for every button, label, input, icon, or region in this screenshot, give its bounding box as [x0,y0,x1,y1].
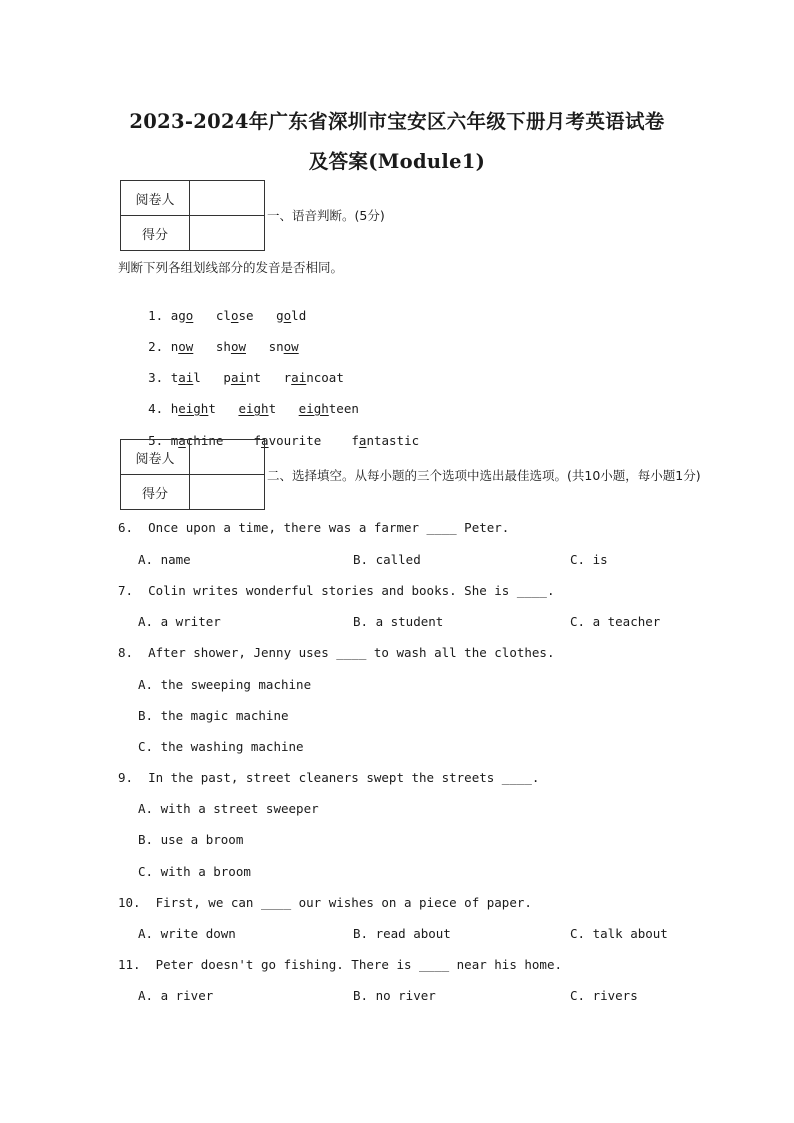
word: show [215,339,246,354]
question-6-option-a[interactable]: A. name [138,552,191,567]
question-10-option-b[interactable]: B. read about [353,926,451,941]
grader-box-1 [120,180,265,251]
phonics-item-4: 4. height eight eighteen [148,401,359,416]
word: favourite [253,433,322,448]
reviewer-field[interactable] [190,181,265,216]
word: now [170,339,194,354]
word: eighteen [298,401,359,416]
question-6-option-b[interactable]: B. called [353,552,421,567]
word: gold [276,308,307,323]
score-field[interactable] [190,216,265,251]
question-11-option-a[interactable]: A. a river [138,988,214,1003]
page-title-line2: 及答案(Module1) [308,150,486,173]
question-10-option-a[interactable]: A. write down [138,926,236,941]
section2-heading: 二、选择填空。从每小题的三个选项中选出最佳选项。(共10小题，每小题1分) [267,468,701,483]
question-7-option-c[interactable]: C. a teacher [570,614,661,629]
word: raincoat [283,370,344,385]
word: eight [238,401,277,416]
question-8-option-b[interactable]: B. the magic machine [138,708,289,723]
word: height [170,401,216,416]
question-11-option-c[interactable]: C. rivers [570,988,638,1003]
question-7-option-b[interactable]: B. a student [353,614,444,629]
question-6-option-c[interactable]: C. is [570,552,608,567]
question-6-stem: 6. Once upon a time, there was a farmer ____ Peter. [118,520,510,535]
score-label: 得分 [121,475,190,510]
score-label: 得分 [121,216,190,251]
word: paint [223,370,262,385]
word: close [215,308,254,323]
question-10-option-c[interactable]: C. talk about [570,926,668,941]
word: machine [170,433,224,448]
question-7-option-a[interactable]: A. a writer [138,614,221,629]
question-11-stem: 11. Peter doesn't go fishing. There is ____ near his home. [118,957,563,972]
phonics-item-3: 3. tail paint raincoat [148,370,344,385]
word: fantastic [351,433,420,448]
reviewer-label: 阅卷人 [121,181,190,216]
phonics-item-5: 5. machine favourite fantastic [148,433,420,448]
question-11-option-b[interactable]: B. no river [353,988,436,1003]
score-field[interactable] [190,475,265,510]
word: ago [170,308,194,323]
page-title-line1: 2023-2024年广东省深圳市宝安区六年级下册月考英语试卷 [129,110,665,133]
grader-box-2 [120,439,265,510]
phonics-item-2: 2. now show snow [148,339,299,354]
reviewer-label: 阅卷人 [121,440,190,475]
question-9-option-c[interactable]: C. with a broom [138,864,251,879]
question-8-option-c[interactable]: C. the washing machine [138,739,304,754]
section1-instruction: 判断下列各组划线部分的发音是否相同。 [118,260,344,275]
word: tail [170,370,201,385]
word: snow [268,339,299,354]
phonics-item-1: 1. ago close gold [148,308,307,323]
question-8-option-a[interactable]: A. the sweeping machine [138,677,312,692]
reviewer-field[interactable] [190,440,265,475]
question-9-option-a[interactable]: A. with a street sweeper [138,801,319,816]
question-9-option-b[interactable]: B. use a broom [138,832,244,847]
question-9-stem: 9. In the past, street cleaners swept the streets ____. [118,770,540,785]
question-8-stem: 8. After shower, Jenny uses ____ to wash all the clothes. [118,645,555,660]
question-7-stem: 7. Colin writes wonderful stories and books. She is ____. [118,583,555,598]
section1-heading: 一、语音判断。(5分) [267,208,385,223]
question-10-stem: 10. First, we can ____ our wishes on a piece of paper. [118,895,532,910]
